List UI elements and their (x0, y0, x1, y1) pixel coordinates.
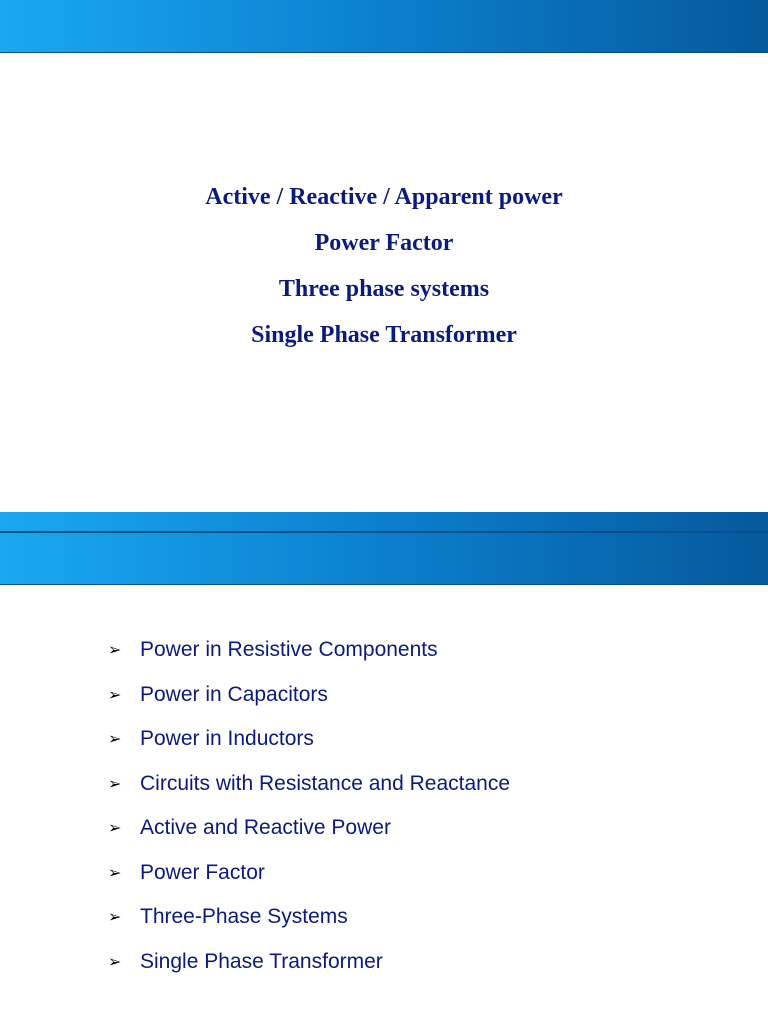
arrowhead-bullet-icon: ➢ (108, 907, 122, 926)
bullet-text: Power in Resistive Components (140, 638, 438, 661)
arrowhead-bullet-icon: ➢ (108, 951, 122, 971)
arrowhead-bullet-icon: ➢ (108, 640, 122, 659)
bullet-text: Active and Reactive Power (140, 816, 391, 839)
title-line: Power Factor (314, 230, 454, 256)
bullet-text: Circuits with Resistance and Reactance (140, 771, 511, 795)
arrowhead-bullet-icon: ➢ (108, 684, 122, 704)
list-item (108, 944, 510, 989)
list-item (108, 632, 510, 677)
header-bar-lower (0, 532, 768, 585)
list-item (108, 766, 510, 811)
contents-slide (0, 512, 768, 1024)
arrowhead-bullet-icon: ➢ (108, 862, 122, 882)
list-item (108, 855, 510, 900)
list-item (108, 899, 510, 944)
header-bar (0, 0, 768, 53)
header-bar-upper (0, 512, 768, 532)
bullet-text: Power in Inductors (140, 727, 314, 750)
arrowhead-bullet-icon: ➢ (108, 818, 122, 837)
title-line: Three phase systems (278, 276, 490, 302)
list-item (108, 810, 510, 855)
bullet-text: Single Phase Transformer (140, 949, 383, 973)
title-line: Single Phase Transformer (251, 322, 517, 348)
bullet-list (108, 632, 510, 988)
bullet-text: Three-Phase Systems (140, 905, 348, 928)
arrowhead-bullet-icon: ➢ (108, 729, 122, 748)
bullet-text: Power Factor (140, 860, 265, 884)
list-item (108, 677, 510, 722)
bullet-text: Power in Capacitors (140, 682, 328, 706)
list-item (108, 721, 510, 766)
title-line: Active / Reactive / Apparent power (205, 184, 563, 210)
arrowhead-bullet-icon: ➢ (108, 773, 122, 793)
slide-title-block (0, 174, 768, 358)
